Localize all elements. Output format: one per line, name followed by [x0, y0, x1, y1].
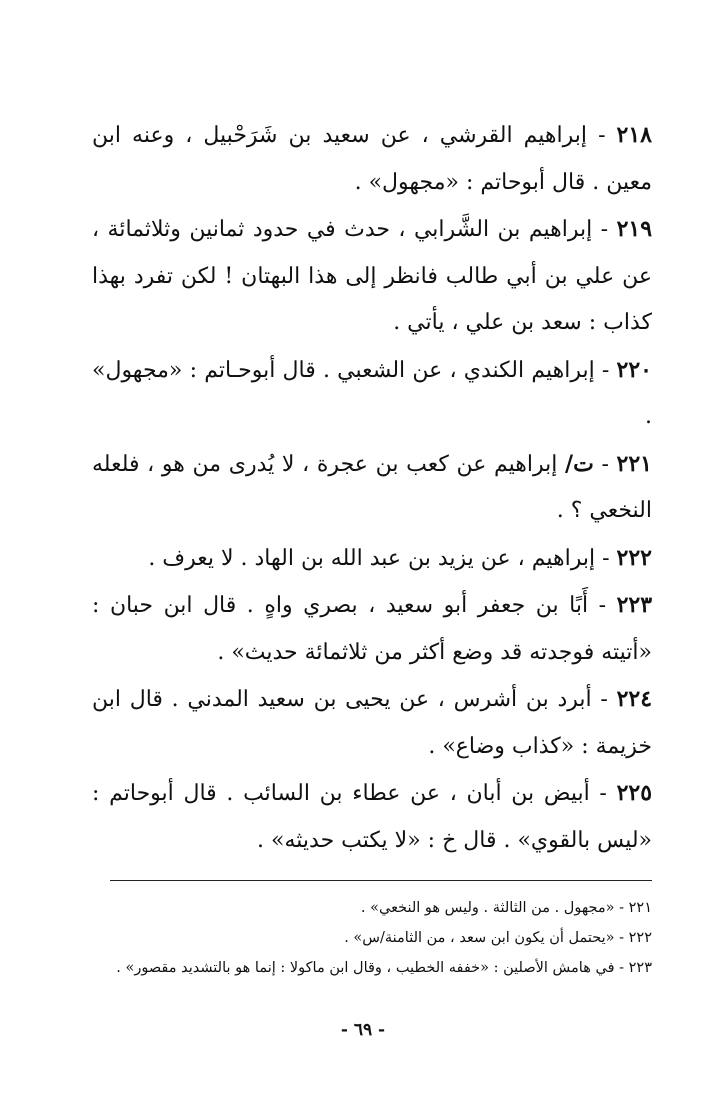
footnote-divider	[110, 880, 652, 881]
entry-separator: -	[589, 781, 617, 806]
entry-number: ٢٢٤	[616, 686, 653, 712]
entry-text: إبراهيم ، عن يزيد بن عبد الله بن الهاد . لا يعرف .	[148, 545, 596, 571]
entry-222	[92, 535, 652, 583]
entry-224	[92, 676, 652, 770]
entry-text: إبراهيم بن الشَّرابي ، حدث في حدود ثمانين وثلاثمائة ، عن علي بن أبي طالب فانظر إلى هذا البهتان ! لكن تفرد بهذا كذاب : سعد بن علي ، يأتي .	[92, 217, 652, 335]
entry-text: أبيض بن أبان ، عن عطاء بن السائب . قال أبوحاتم : «ليس بالقوي» . قال خ : «لا يكتب حديثه» .	[92, 781, 652, 853]
entry-text: أبرد بن أشرس ، عن يحيى بن سعيد المدني . قال ابن خزيمة : «كذاب وضاع» .	[92, 687, 652, 759]
page-number: - ٦٩ -	[340, 1020, 386, 1040]
entry-number: ٢٢٠	[616, 356, 652, 383]
entry-text: إبراهيم عن كعب بن عجرة ، لا يُدرى من هو ، فلعله النخعي ؟ .	[92, 451, 652, 523]
footnote-223: ٢٢٣ - في هامش الأصلين : «خففه الخطيب ، وقال ابن ماكولا : إنما هو بالتشديد مقصور» .	[116, 960, 652, 976]
entry-text: إبراهيم القرشي ، عن سعيد بن شَرَحْبيل ، وعنه ابن معين . قال أبوحاتم : «مجهول» .	[92, 123, 652, 195]
footnote-222: ٢٢٢ - «يحتمل أن يكون ابن سعد ، من الثامنة/س» .	[344, 930, 652, 946]
entry-text: إبراهيم الكندي ، عن الشعبي . قال أبوحـاتم : «مجهول» .	[92, 357, 652, 429]
entry-225	[92, 770, 652, 864]
entry-221	[92, 441, 652, 535]
entry-223	[92, 582, 652, 676]
entry-separator: -	[593, 451, 617, 477]
entry-number: ٢٢٥	[616, 780, 653, 806]
entry-separator: -	[588, 593, 617, 618]
entry-mark: ت/	[565, 450, 594, 477]
entry-text: أَبًا بن جعفر أبو سعيد ، بصري واهٍ . قال ابن حبان : «أتيته فوجدته قد وضع أكثر من ثلاثمائة حديث» .	[92, 593, 652, 665]
entry-separator: -	[592, 217, 617, 242]
footnotes	[80, 893, 652, 983]
entry-219	[92, 206, 652, 347]
entry-number: ٢٢١	[616, 450, 652, 477]
main-text	[92, 112, 652, 864]
entry-number: ٢١٩	[616, 216, 653, 242]
entry-number: ٢٢٢	[616, 544, 652, 571]
entry-separator: -	[591, 687, 617, 712]
entry-number: ٢١٨	[616, 122, 652, 148]
entry-separator: -	[587, 123, 617, 148]
entry-separator: -	[594, 357, 617, 383]
entry-218	[92, 112, 652, 206]
entry-separator: -	[595, 545, 617, 571]
entry-220	[92, 347, 652, 441]
entry-number: ٢٢٣	[616, 592, 653, 618]
footnote-221: ٢٢١ - «مجهول . من الثالثة . وليس هو النخعي» .	[360, 900, 652, 916]
